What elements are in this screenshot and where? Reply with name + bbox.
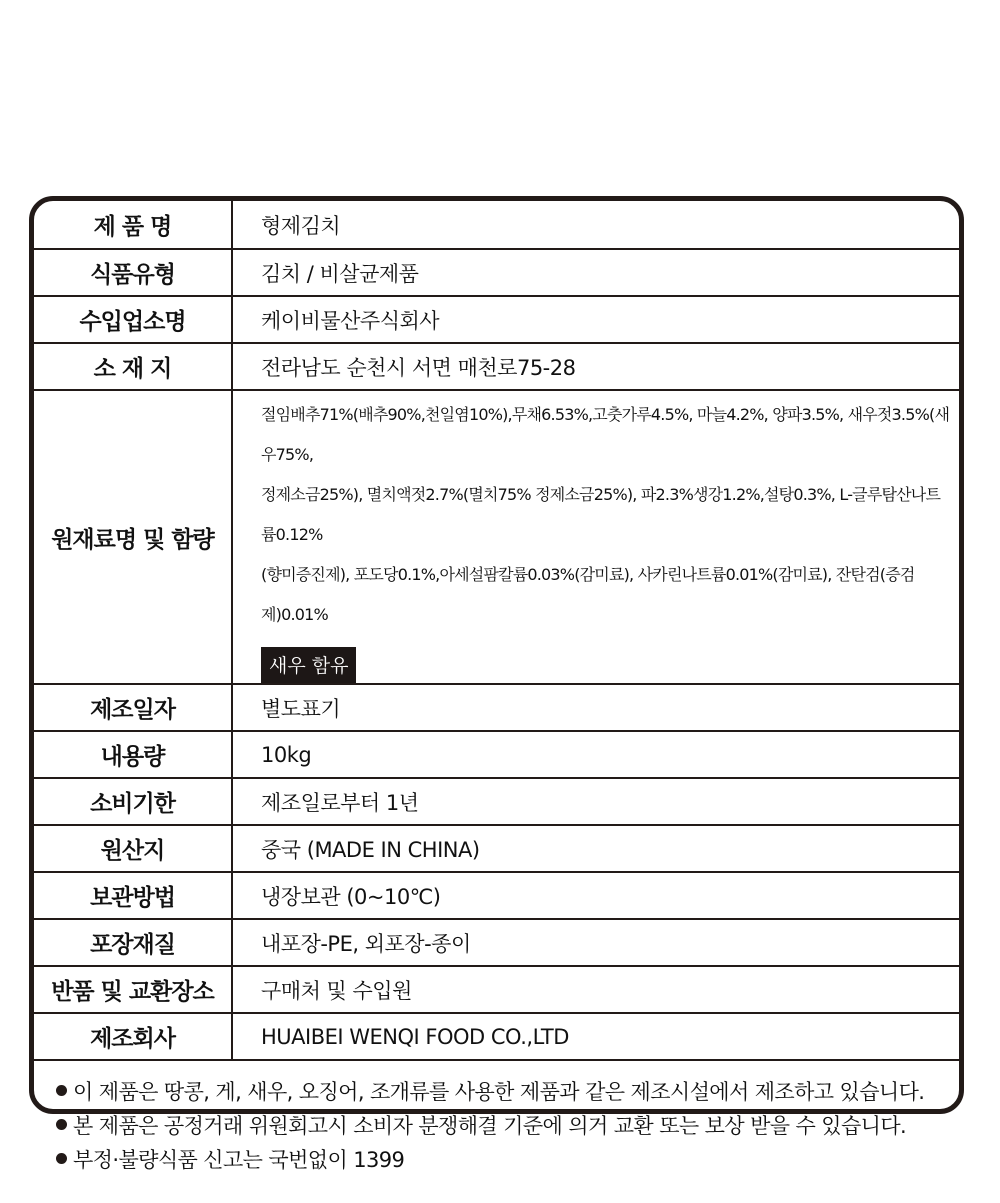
bullet-icon <box>56 1085 67 1096</box>
ingredients-text <box>261 395 959 635</box>
row-label: 식품유형 <box>34 249 232 296</box>
table-row-address <box>34 343 959 390</box>
table-row-manufacturer <box>34 1013 959 1060</box>
bullet-icon <box>56 1119 67 1130</box>
table-row-expiry <box>34 778 959 825</box>
table-row-food-type <box>34 249 959 296</box>
row-label: 제 품 명 <box>34 201 232 249</box>
row-label: 내용량 <box>34 731 232 778</box>
row-value: 10kg <box>232 731 959 778</box>
row-value: 제조일로부터 1년 <box>232 778 959 825</box>
ingredients-line: (향미증진제), 포도당0.1%,아세설팜칼륨0.03%(감미료), 사카린나트륨0.01%(감미료), 잔탄검(증검제)0.01% <box>261 565 915 624</box>
ingredients-line: 정제소금25%), 멸치액젓2.7%(멸치75% 정제소금25%), 파2.3%생강1.2%,설탕0.3%, L-글루탐산나트륨0.12% <box>261 485 941 544</box>
row-value: 김치 / 비살균제품 <box>232 249 959 296</box>
notice-text: 부정·불량식품 신고는 국번없이 1399 <box>73 1148 405 1172</box>
row-label: 수입업소명 <box>34 296 232 343</box>
row-label: 포장재질 <box>34 919 232 966</box>
row-value: HUAIBEI WENQI FOOD CO.,LTD <box>232 1013 959 1060</box>
row-label: 제조회사 <box>34 1013 232 1060</box>
notice-list <box>34 1061 959 1177</box>
table-row-storage <box>34 872 959 919</box>
row-value: 냉장보관 (0~10℃) <box>232 872 959 919</box>
table-row-importer <box>34 296 959 343</box>
notice-item <box>56 1143 959 1177</box>
table-row-manufacture-date <box>34 684 959 731</box>
notice-item <box>56 1075 959 1109</box>
row-label: 원재료명 및 함량 <box>34 390 232 684</box>
notice-text: 본 제품은 공정거래 위원회고시 소비자 분쟁해결 기준에 의거 교환 또는 보상 받을 수 있습니다. <box>73 1114 907 1138</box>
table-row-returns <box>34 966 959 1013</box>
row-value: 중국 (MADE IN CHINA) <box>232 825 959 872</box>
notice-item <box>56 1109 959 1143</box>
row-value: 내포장-PE, 외포장-종이 <box>232 919 959 966</box>
row-label: 원산지 <box>34 825 232 872</box>
row-label: 소 재 지 <box>34 343 232 390</box>
notice-text: 이 제품은 땅콩, 게, 새우, 오징어, 조개류를 사용한 제품과 같은 제조시설에서 제조하고 있습니다. <box>73 1080 925 1104</box>
allergen-badge: 새우 함유 <box>261 647 356 683</box>
ingredients-line: 절임배추71%(배추90%,천일염10%),무채6.53%,고춧가루4.5%, 마늘4.2%, 양파3.5%, 새우젓3.5%(새우75%, <box>261 405 950 464</box>
product-info-panel <box>29 196 964 1172</box>
table-row-net-weight <box>34 731 959 778</box>
row-label: 보관방법 <box>34 872 232 919</box>
row-value: 케이비물산주식회사 <box>232 296 959 343</box>
table-row-origin <box>34 825 959 872</box>
row-label: 제조일자 <box>34 684 232 731</box>
ingredients-cell <box>232 390 959 684</box>
row-value: 형제김치 <box>232 201 959 249</box>
row-label: 소비기한 <box>34 778 232 825</box>
row-label: 반품 및 교환장소 <box>34 966 232 1013</box>
table-row-product-name <box>34 201 959 249</box>
table-row-packaging <box>34 919 959 966</box>
table-row-ingredients <box>34 390 959 684</box>
row-value: 전라남도 순천시 서면 매천로75-28 <box>232 343 959 390</box>
row-value: 별도표기 <box>232 684 959 731</box>
product-info-table <box>34 201 959 1061</box>
bullet-icon <box>56 1153 67 1164</box>
row-value: 구매처 및 수입원 <box>232 966 959 1013</box>
